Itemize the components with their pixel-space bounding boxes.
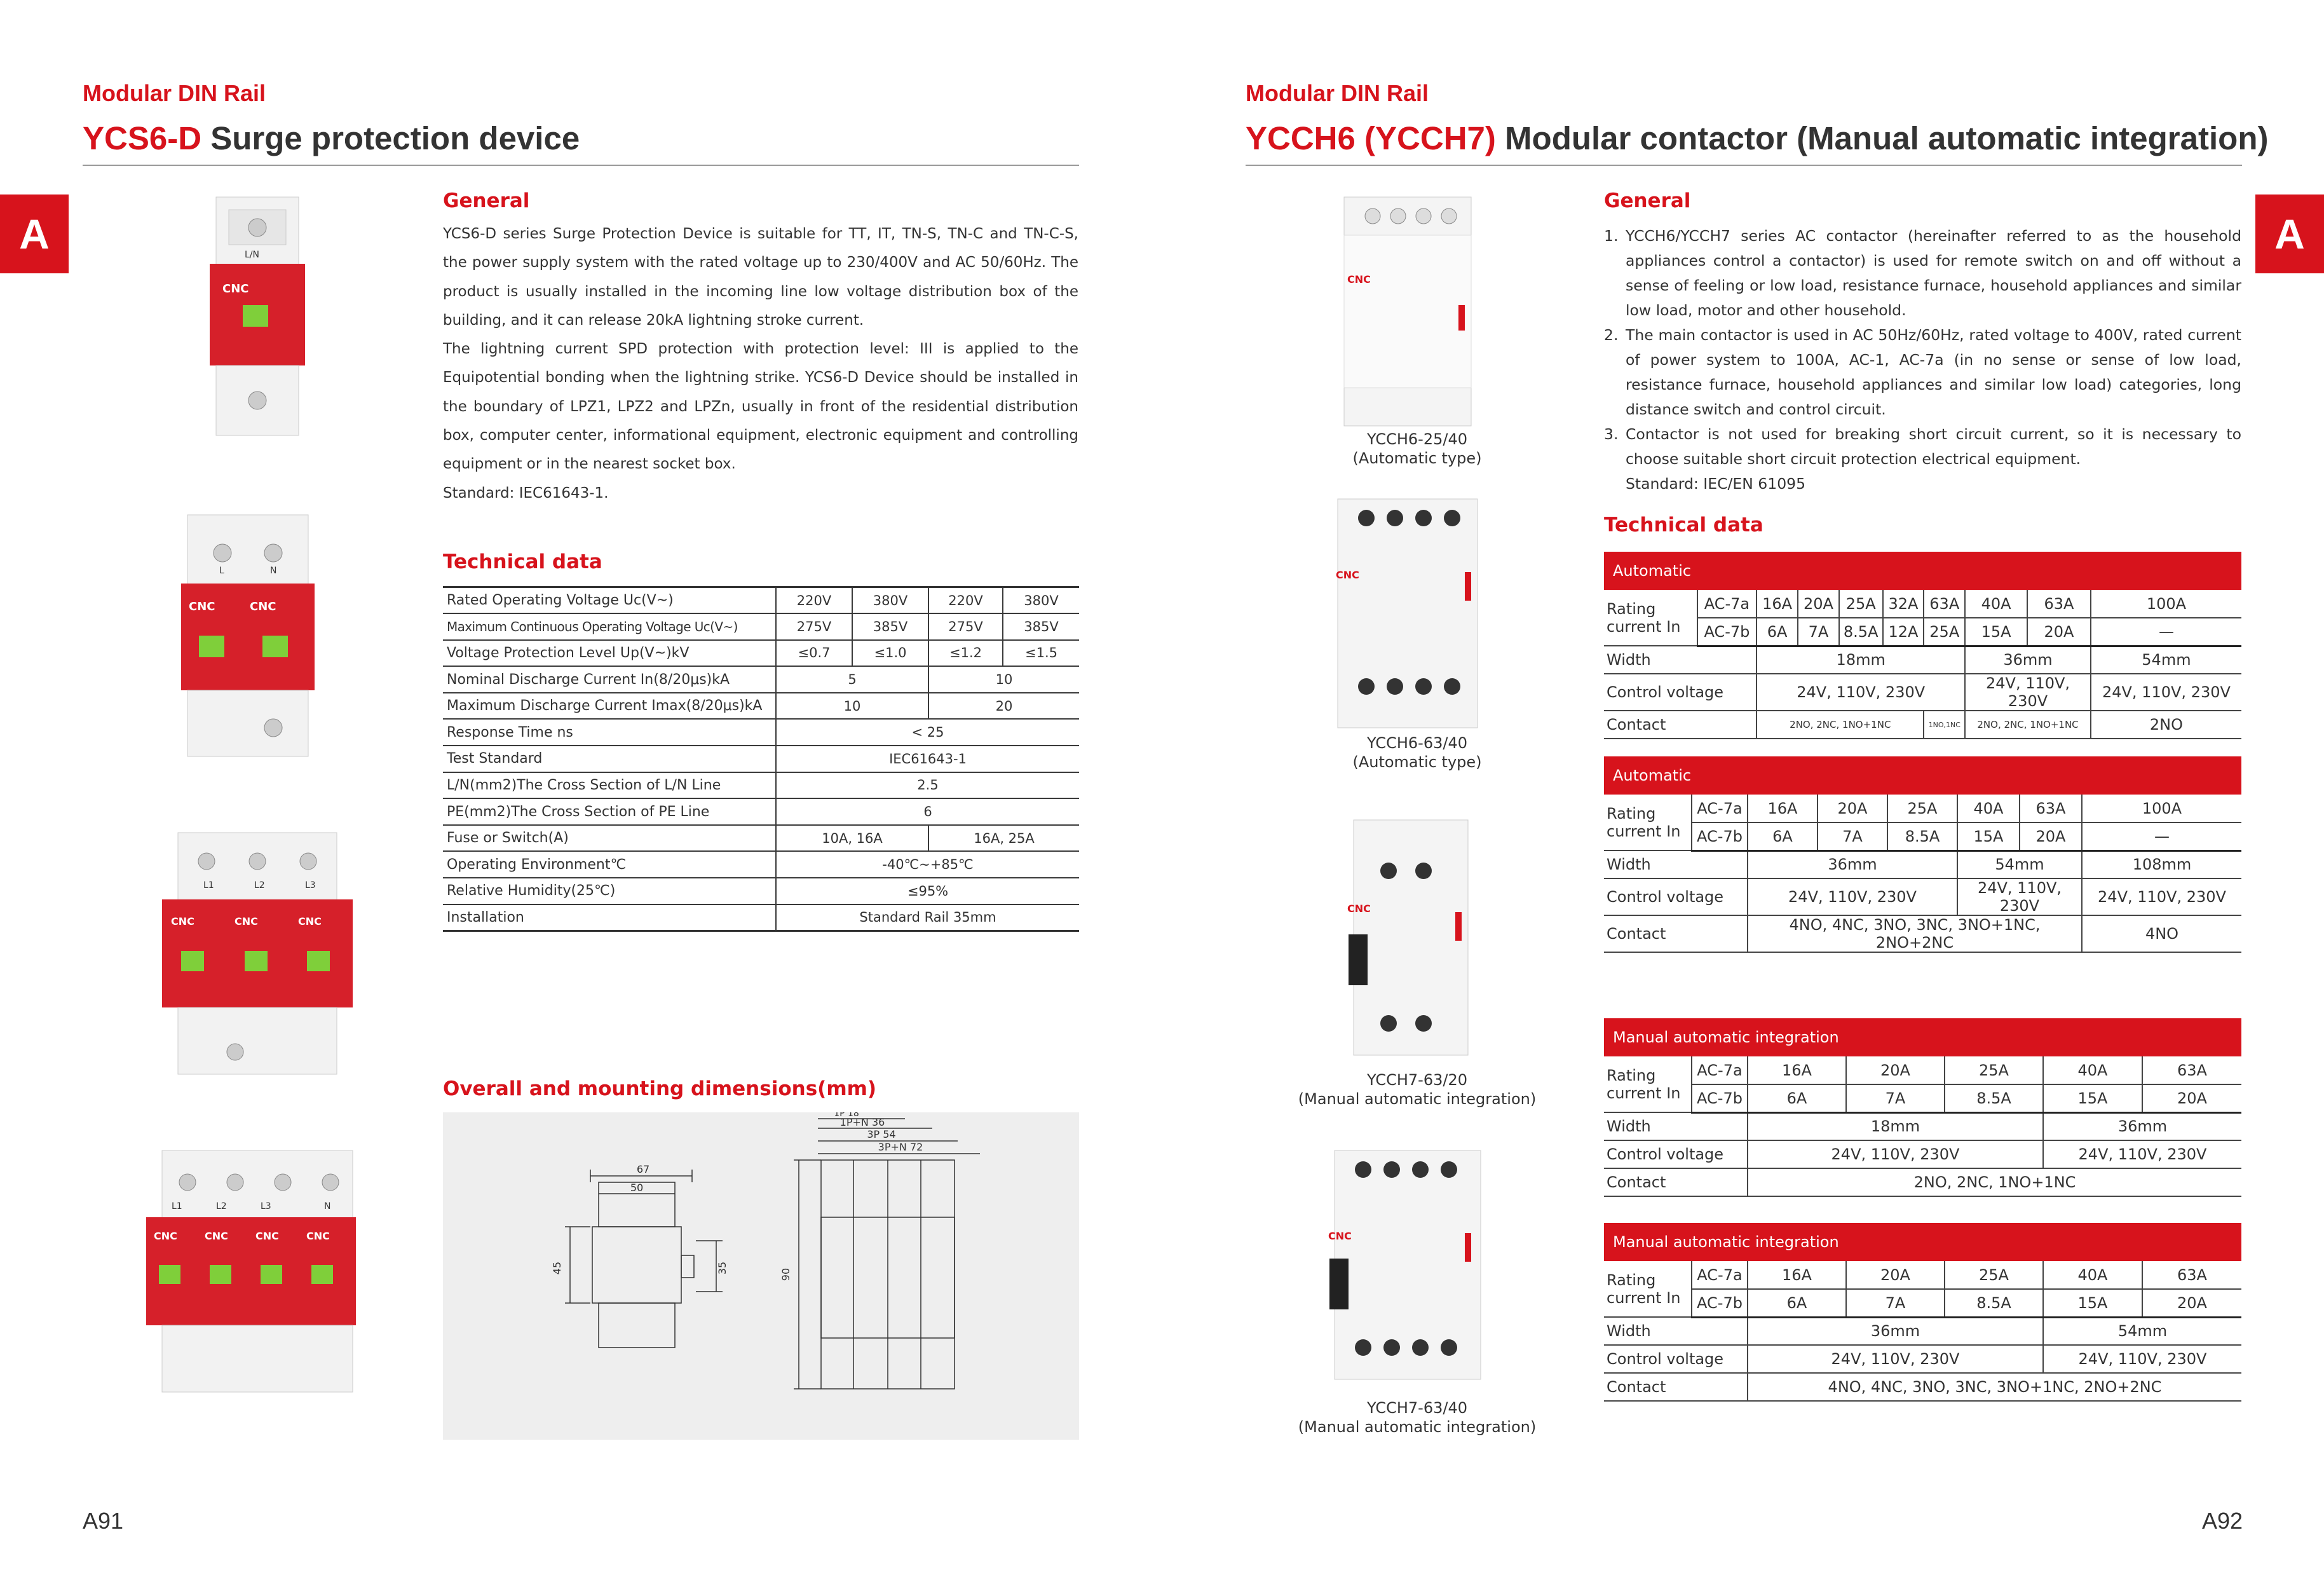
rating-label: Rating current In <box>1604 1261 1692 1317</box>
cell: 2NO, 2NC, 1NO+1NC <box>1748 1168 2241 1196</box>
table-row <box>1604 1112 2241 1140</box>
cell: 8.5A <box>1945 1084 2043 1112</box>
rating-label: Rating current In <box>1604 590 1697 646</box>
spd-3pn-image <box>146 1144 369 1398</box>
dimensions-drawing <box>443 1112 1079 1440</box>
rating-label: Rating current In <box>1604 795 1692 850</box>
table-row <box>443 666 1079 693</box>
table-header <box>1604 1223 2241 1261</box>
table-header-label: Automatic <box>1604 552 2241 590</box>
contact-label: Contact <box>1604 1168 1748 1196</box>
spd-cell: 380V <box>852 587 928 614</box>
cell: 32A <box>1883 590 1924 618</box>
cell: 2NO, 2NC, 1NO+1NC <box>1757 711 1924 739</box>
table-row <box>443 772 1079 799</box>
cell: 16A <box>1748 795 1818 823</box>
ac7b-label: AC-7b <box>1697 618 1757 646</box>
cell: 8.5A <box>1887 823 1957 850</box>
spd-cell: -40℃~+85℃ <box>776 851 1079 878</box>
ac7a-label: AC-7a <box>1692 795 1748 823</box>
contactor-table-1 <box>1604 552 2241 739</box>
spd-cell: 220V <box>776 587 852 614</box>
right-title-name: Modular contactor ( <box>1495 120 1808 156</box>
table-row <box>443 798 1079 825</box>
table-row <box>1604 1140 2241 1168</box>
spd-cell: 6 <box>776 798 1079 825</box>
cell: 15A <box>1965 618 2027 646</box>
table-row <box>1604 878 2241 915</box>
width-label: Width <box>1604 646 1757 674</box>
spd-cell: 20 <box>928 693 1079 720</box>
right-page-title <box>1246 119 2268 157</box>
dim-67: 67 <box>636 1163 650 1175</box>
spd-row-label: Response Time ns <box>443 719 776 746</box>
contactor-table-2 <box>1604 756 2241 953</box>
ac7a-label: AC-7a <box>1692 1261 1748 1289</box>
spd-cell: 10A, 16A <box>776 825 928 852</box>
width-label: Width <box>1604 1112 1748 1140</box>
cell: 20A <box>2020 823 2082 850</box>
table-row <box>1604 646 2241 674</box>
cell: 40A <box>2043 1261 2142 1289</box>
table-header-label: Manual automatic integration <box>1604 1223 2241 1261</box>
table-row <box>443 825 1079 852</box>
cell: 20A <box>2027 618 2091 646</box>
ycch7-63-40-brand: CNC <box>1328 1230 1352 1242</box>
table-row <box>1604 674 2241 711</box>
ycch6-63-40-brand: CNC <box>1336 569 1359 581</box>
caption-ycch7-63-40 <box>1271 1398 1563 1437</box>
ycch7-63-20-brand: CNC <box>1347 903 1371 915</box>
dim-1p-18: 1P 18 <box>834 1112 859 1119</box>
table-row <box>1604 915 2241 952</box>
left-general-body <box>443 220 1078 508</box>
spd-row-label: L/N(mm2)The Cross Section of L/N Line <box>443 772 776 799</box>
list-text: YCCH6/YCCH7 series AC contactor (hereinafter referred to as the household appliances control a contactor) is used for remote switch on and off without a sense of feeling or low load, resistance furnace, household appliances and similar low load, motor and other household. <box>1626 227 2241 319</box>
left-title-name: Surge protection device <box>201 120 580 156</box>
cell: 63A <box>1924 590 1965 618</box>
cell: 16A <box>1748 1056 1846 1084</box>
caption-ycch7-63-20 <box>1271 1070 1563 1109</box>
cell: 25A <box>1924 618 1965 646</box>
spd-row-label: Fuse or Switch(A) <box>443 825 776 852</box>
spd-cell: 10 <box>776 693 928 720</box>
cell: 25A <box>1839 590 1883 618</box>
spd-3p-l2-label: L2 <box>254 880 265 891</box>
spd-cell: 275V <box>776 613 852 640</box>
cell: 16A <box>1757 590 1798 618</box>
spd-cell: ≤0.7 <box>776 640 852 667</box>
cell: 20A <box>1846 1261 1945 1289</box>
cell: 54mm <box>2043 1317 2241 1345</box>
spd-row-label: Nominal Discharge Current In(8/20μs)kA <box>443 666 776 693</box>
spd-3pn-brand-d: CNC <box>306 1230 330 1242</box>
ac7a-label: AC-7a <box>1692 1056 1748 1084</box>
spd-row-label: Maximum Discharge Current Imax(8/20μs)kA <box>443 693 776 720</box>
cell: 18mm <box>1757 646 1965 674</box>
cell: — <box>2091 618 2241 646</box>
spd-3p-l3-label: L3 <box>305 880 316 891</box>
cell: 40A <box>1965 590 2027 618</box>
cell: 100A <box>2091 590 2241 618</box>
spd-cell: ≤1.2 <box>928 640 1003 667</box>
spd-3p-brand-b: CNC <box>234 915 258 927</box>
spd-1p-brand: CNC <box>222 282 249 296</box>
spd-1p-ln-label: L/N <box>245 250 259 260</box>
cell: 54mm <box>1957 850 2082 878</box>
cell: 40A <box>1957 795 2020 823</box>
spd-cell: 5 <box>776 666 928 693</box>
ycch7-63-40-image <box>1322 1144 1493 1386</box>
rating-label: Rating current In <box>1604 1056 1692 1112</box>
right-page-number: A92 <box>2202 1508 2243 1534</box>
list-number: 1. <box>1604 227 1619 245</box>
cell: 63A <box>2020 795 2082 823</box>
cell: 63A <box>2027 590 2091 618</box>
table-row <box>1604 1289 2241 1317</box>
dim-50: 50 <box>630 1182 644 1194</box>
cell: 24V, 110V, 230V <box>1748 878 1957 915</box>
dimensions-panel <box>443 1112 1079 1440</box>
ycch7-63-20-image <box>1341 817 1481 1058</box>
table-row <box>1604 1056 2241 1084</box>
cell: 36mm <box>2043 1112 2241 1140</box>
left-kicker: Modular DIN Rail <box>83 80 266 106</box>
table-header-label: Automatic <box>1604 756 2241 795</box>
cell: 8.5A <box>1945 1289 2043 1317</box>
cell: 24V, 110V, 230V <box>2043 1345 2241 1373</box>
left-general-text2: The lightning current SPD protection with protection level: III is applied to the Equipotential bonding when the lightning strike. YCS6-D Device should be installed in the boundary of LPZ1, LPZ2 and LPZn, usually in front of the residential distribution box, computer center, informational equipment, electronic equipment and controlling equipment or in the nearest socket box. <box>443 341 1078 473</box>
left-tech-heading: Technical data <box>443 550 602 573</box>
spd-3pn-brand-c: CNC <box>255 1230 279 1242</box>
spd-cell: 380V <box>1003 587 1079 614</box>
right-title-bold: Manual automatic integration <box>1807 120 2258 156</box>
left-section-tab: A <box>0 195 69 273</box>
dim-1pn-36: 1P+N 36 <box>839 1116 885 1128</box>
left-title-rule <box>83 165 1079 166</box>
table-row <box>443 640 1079 667</box>
width-label: Width <box>1604 1317 1748 1345</box>
cell: 15A <box>2043 1289 2142 1317</box>
table-header-label: Manual automatic integration <box>1604 1018 2241 1056</box>
contact-label: Contact <box>1604 1373 1748 1401</box>
table-row <box>1604 590 2241 618</box>
spd-cell: Standard Rail 35mm <box>776 905 1079 931</box>
caption-model: YCCH6-25/40 <box>1366 430 1467 448</box>
spd-cell: < 25 <box>776 719 1079 746</box>
spd-row-label: Test Standard <box>443 746 776 772</box>
spd-cell: ≤95% <box>776 878 1079 905</box>
cell: 8.5A <box>1839 618 1883 646</box>
cell: 20A <box>1798 590 1839 618</box>
ycch6-63-40-image <box>1328 496 1487 731</box>
spd-cell: 220V <box>928 587 1003 614</box>
spd-cell: 10 <box>928 666 1079 693</box>
table-row <box>1604 850 2241 878</box>
table-header <box>1604 756 2241 795</box>
ycch6-25-40-brand: CNC <box>1347 273 1371 285</box>
contact-label: Contact <box>1604 711 1757 739</box>
left-general-text: YCS6-D series Surge Protection Device is suitable for TT, IT, TN-S, TN-C and TN-C-S, the power supply system with the rated voltage up to 230/400V and AC 50/60Hz. The product is usually installed in the incoming line low voltage distribution box of the building, and it can release 20kA lightning stroke current. <box>443 226 1078 329</box>
spd-cell: ≤1.5 <box>1003 640 1079 667</box>
spd-cell: 2.5 <box>776 772 1079 799</box>
right-general-heading: General <box>1604 189 1691 212</box>
table-row <box>443 719 1079 746</box>
cell: 16A <box>1748 1261 1846 1289</box>
table-row <box>1604 823 2241 850</box>
cell: 4NO <box>2082 915 2241 952</box>
left-page-title <box>83 119 580 157</box>
spd-tech-table <box>443 586 1079 932</box>
caption-model: YCCH7-63/20 <box>1366 1071 1467 1089</box>
spd-3p-l1-label: L1 <box>203 880 214 891</box>
spd-1p-image <box>210 191 305 445</box>
cell: 7A <box>1818 823 1887 850</box>
spd-3pn-brand-b: CNC <box>205 1230 228 1242</box>
spd-3pn-n-label: N <box>324 1201 331 1212</box>
cell: 24V, 110V, 230V <box>2082 878 2241 915</box>
table-row <box>1604 1373 2241 1401</box>
spd-cell: ≤1.0 <box>852 640 928 667</box>
cell: 36mm <box>1748 1317 2043 1345</box>
control-voltage-label: Control voltage <box>1604 878 1748 915</box>
control-voltage-label: Control voltage <box>1604 1345 1748 1373</box>
table-row <box>443 878 1079 905</box>
ac7b-label: AC-7b <box>1692 1084 1748 1112</box>
right-title-close: ) <box>2257 120 2269 156</box>
cell: 7A <box>1846 1289 1945 1317</box>
caption-model: YCCH7-63/40 <box>1366 1399 1467 1417</box>
cell: 4NO, 4NC, 3NO, 3NC, 3NO+1NC, 2NO+2NC <box>1748 915 2082 952</box>
table-row <box>1604 1261 2241 1289</box>
ycch6-25-40-image <box>1338 194 1478 429</box>
cell: 15A <box>2043 1084 2142 1112</box>
spd-row-label: Installation <box>443 905 776 931</box>
cell: 7A <box>1846 1084 1945 1112</box>
cell: 20A <box>1818 795 1887 823</box>
table-row <box>443 905 1079 931</box>
table-row <box>1604 1345 2241 1373</box>
list-number: 3. <box>1604 425 1619 443</box>
table-row <box>1604 1168 2241 1196</box>
cell: 6A <box>1748 823 1818 850</box>
list-number: 2. <box>1604 326 1619 344</box>
contactor-table-3 <box>1604 1018 2241 1197</box>
cell: 100A <box>2082 795 2241 823</box>
cell: — <box>2082 823 2241 850</box>
table-header <box>1604 552 2241 590</box>
right-general-list <box>1604 224 2241 496</box>
cell: 6A <box>1757 618 1798 646</box>
spd-cell: 275V <box>928 613 1003 640</box>
spd-1pn-brand-a: CNC <box>189 600 215 613</box>
cell: 25A <box>1945 1261 2043 1289</box>
cell: 6A <box>1748 1084 1846 1112</box>
cell: 63A <box>2142 1261 2241 1289</box>
cell: 36mm <box>1748 850 1957 878</box>
right-title-rule <box>1246 165 2242 166</box>
right-title-code: YCCH6 (YCCH7) <box>1246 120 1496 156</box>
spd-row-label: PE(mm2)The Cross Section of PE Line <box>443 798 776 825</box>
table-row <box>1604 795 2241 823</box>
cell: 24V, 110V, 230V <box>1748 1345 2043 1373</box>
left-dims-heading: Overall and mounting dimensions(mm) <box>443 1077 877 1100</box>
list-text: The main contactor is used in AC 50Hz/60Hz, rated voltage to 400V, rated current of power system to 100A, AC-1, AC-7a (in no sense or sense of low load, resistance furnace, household appliances and similar low load) categories, long distance switch and control circuit. <box>1626 326 2241 418</box>
spd-1pn-n-label: N <box>270 566 277 576</box>
left-page-number: A91 <box>83 1508 124 1534</box>
table-row <box>1604 711 2241 739</box>
cell: 108mm <box>2082 850 2241 878</box>
table-row <box>1604 1317 2241 1345</box>
right-tech-heading: Technical data <box>1604 514 1763 536</box>
list-item <box>1604 224 2241 323</box>
cell: 24V, 110V, 230V <box>2091 674 2241 711</box>
cell: 25A <box>1945 1056 2043 1084</box>
cell: 12A <box>1883 618 1924 646</box>
table-row <box>1604 1084 2241 1112</box>
left-title-code: YCS6-D <box>83 120 202 156</box>
ac7b-label: AC-7b <box>1692 1289 1748 1317</box>
spd-row-label: Maximum Continuous Operating Voltage Uc(V~) <box>443 613 776 640</box>
table-header <box>1604 1018 2241 1056</box>
cell: 24V, 110V, 230V <box>1748 1140 2043 1168</box>
dim-35: 35 <box>716 1261 728 1275</box>
contact-label: Contact <box>1604 915 1748 952</box>
caption-type: (Automatic type) <box>1352 753 1482 771</box>
left-general-heading: General <box>443 189 530 212</box>
spd-1pn-l-label: L <box>219 566 224 576</box>
cell: 6A <box>1748 1289 1846 1317</box>
spd-3pn-l3-label: L3 <box>261 1201 271 1212</box>
caption-type: (Manual automatic integration) <box>1298 1418 1537 1436</box>
spd-row-label: Relative Humidity(25℃) <box>443 878 776 905</box>
dim-3pn-72: 3P+N 72 <box>878 1141 923 1153</box>
caption-type: (Automatic type) <box>1352 449 1482 467</box>
cell: 24V, 110V, 230V <box>1757 674 1965 711</box>
spd-3pn-l1-label: L1 <box>172 1201 182 1212</box>
width-label: Width <box>1604 850 1748 878</box>
spd-cell: 16A, 25A <box>928 825 1079 852</box>
caption-ycch6-63-40 <box>1290 734 1544 772</box>
table-row <box>443 746 1079 772</box>
list-item <box>1604 422 2241 472</box>
spd-3p-brand-c: CNC <box>298 915 322 927</box>
contactor-table-4 <box>1604 1223 2241 1402</box>
cell: 40A <box>2043 1056 2142 1084</box>
spd-3p-brand-a: CNC <box>171 915 194 927</box>
cell: 7A <box>1798 618 1839 646</box>
cell: 18mm <box>1748 1112 2043 1140</box>
list-text: Contactor is not used for breaking short circuit current, so it is necessary to choose suitable short circuit protection electrical equipment. <box>1626 425 2241 468</box>
spd-3p-image <box>162 826 353 1081</box>
dim-45: 45 <box>551 1261 563 1275</box>
cell: 54mm <box>2091 646 2241 674</box>
cell: 20A <box>1846 1056 1945 1084</box>
table-row <box>443 693 1079 720</box>
left-general-standard: Standard: IEC61643-1. <box>443 484 609 502</box>
cell: 20A <box>2142 1084 2241 1112</box>
caption-type: (Manual automatic integration) <box>1298 1090 1537 1108</box>
control-voltage-label: Control voltage <box>1604 674 1757 711</box>
spd-1pn-brand-b: CNC <box>250 600 276 613</box>
ac7b-label: AC-7b <box>1692 823 1748 850</box>
cell: 25A <box>1887 795 1957 823</box>
spd-1pn-image <box>168 509 327 763</box>
cell: 63A <box>2142 1056 2241 1084</box>
cell: 20A <box>2142 1289 2241 1317</box>
spd-cell: IEC61643-1 <box>776 746 1079 772</box>
spd-cell: 385V <box>1003 613 1079 640</box>
cell: 2NO, 2NC, 1NO+1NC <box>1965 711 2091 739</box>
cell: 36mm <box>1965 646 2091 674</box>
caption-ycch6-25-40 <box>1290 430 1544 468</box>
table-row <box>443 613 1079 640</box>
cell: 2NO <box>2091 711 2241 739</box>
right-section-tab: A <box>2255 195 2324 273</box>
cell: 24V, 110V, 230V <box>2043 1140 2241 1168</box>
spd-3pn-l2-label: L2 <box>216 1201 227 1212</box>
ac7a-label: AC-7a <box>1697 590 1757 618</box>
spd-row-label: Operating Environment℃ <box>443 851 776 878</box>
spd-row-label: Rated Operating Voltage Uc(V~) <box>443 587 776 614</box>
dim-90: 90 <box>780 1267 792 1281</box>
control-voltage-label: Control voltage <box>1604 1140 1748 1168</box>
table-row <box>443 851 1079 878</box>
table-row <box>1604 618 2241 646</box>
spd-row-label: Voltage Protection Level Up(V~)kV <box>443 640 776 667</box>
cell: 15A <box>1957 823 2020 850</box>
cell: 24V, 110V, 230V <box>1957 878 2082 915</box>
right-standard: Standard: IEC/EN 61095 <box>1626 475 1806 493</box>
cell: 24V, 110V, 230V <box>1965 674 2091 711</box>
right-kicker: Modular DIN Rail <box>1246 80 1429 106</box>
dim-3p-54: 3P 54 <box>867 1128 896 1140</box>
caption-model: YCCH6-63/40 <box>1366 734 1467 752</box>
table-row <box>443 587 1079 614</box>
cell: 1NO,1NC <box>1924 711 1965 739</box>
cell: 4NO, 4NC, 3NO, 3NC, 3NO+1NC, 2NO+2NC <box>1748 1373 2241 1401</box>
spd-cell: 385V <box>852 613 928 640</box>
list-item <box>1604 323 2241 422</box>
spd-3pn-brand-a: CNC <box>154 1230 177 1242</box>
